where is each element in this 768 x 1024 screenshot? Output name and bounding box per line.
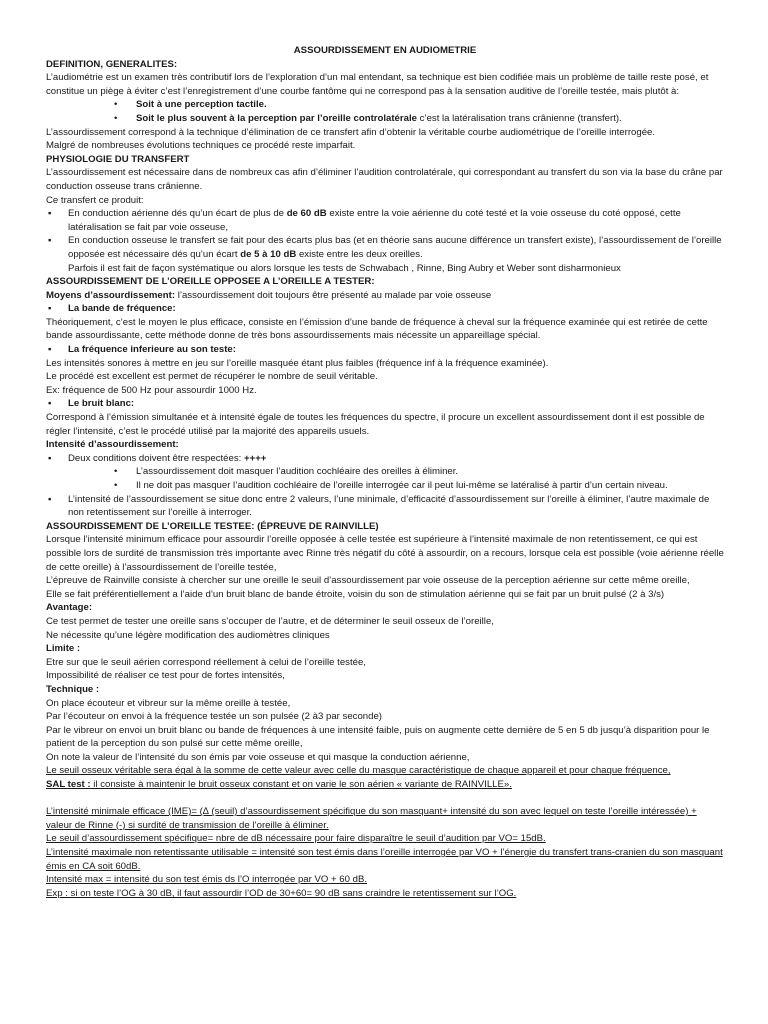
square-bullet-icon: ▪ xyxy=(48,493,52,505)
paragraph: Intensité max = intensité du son test émis ds l’O interrogée par VO + 60 dB. xyxy=(46,874,368,886)
moyens-label: Moyens d’assourdissement: xyxy=(46,289,176,301)
list-item-text: En conduction osseuse le transfert se fait pour des écarts plus bas (et en théorie sans aucune différence un transfert existe), l’assourdissement de l’oreille opposée est nécessaire dés qu’un écart xyxy=(68,235,722,260)
paragraph: Impossibilité de réaliser ce test pour de fortes intensités, xyxy=(46,670,285,682)
heading-rainville: ASSOURDISSEMENT DE L’OREILLE TESTEE: (ÉPREUVE DE RAINVILLE) xyxy=(46,520,379,532)
paragraph: Etre sur que le seuil aérien correspond réellement à celui de l’oreille testée, xyxy=(46,656,366,668)
paragraph: Les intensités sonores à mettre en jeu sur l’oreille masquée étant plus faibles (fréquence inf à la fréquence examinée). xyxy=(46,357,549,369)
paragraph: L’assourdissement correspond à la technique d’élimination de ce transfert afin d’obtenir la véritable courbe audiométrique de l’oreille interrogée. xyxy=(46,126,656,138)
spacer xyxy=(46,792,724,806)
list-item xyxy=(46,493,724,520)
heading-definition: DEFINITION, GENERALITES: xyxy=(46,58,178,70)
list-item-bold-text: de 5 à 10 dB xyxy=(240,248,297,260)
bullet-list xyxy=(46,343,724,357)
paragraph: Ce transfert ce produit: xyxy=(46,194,144,206)
list-item-text: Soit à une perception tactile. xyxy=(136,99,267,111)
list-item xyxy=(46,112,724,126)
paragraph: On note la valeur de l’intensité du son émis par voie osseuse et qui masque la conduction aérienne, xyxy=(46,751,470,763)
paragraph: Parfois il est fait de façon systématique ou alors lorsque les tests de Schwabach , Rinne, Bing Aubry et Weber sont disharmonieux xyxy=(68,262,621,274)
paragraph: Exp : si on teste l’OG à 30 dB, il faut assourdir l’OD de 30+60= 90 dB sans craindre le retentissement sur l’OG. xyxy=(46,887,517,899)
paragraph: L’assourdissement est nécessaire dans de nombreux cas afin d’éliminer l’audition controlatérale, qui correspondant au transfert du son via la base du crâne par conduction osseuse trans crânienne. xyxy=(46,167,723,192)
paragraph: Elle se fait préférentiellement a l’aide d’un bruit blanc de bande étroite, voisin du son de stimulation aérienne qui se fait par un bruit pulsé (2 à 3/s) xyxy=(46,588,665,600)
bullet-list xyxy=(46,452,724,520)
square-bullet-icon: ▪ xyxy=(48,208,52,220)
paragraph: Malgré de nombreuses évolutions techniques ce procédé reste imparfait. xyxy=(46,140,356,152)
paragraph: L’intensité minimale efficace (IME)= (∆ (seuil) d’assourdissement spécifique du son masquant+ intensité du son avec lequel on teste l’oreille intéressée) + valeur de Rinne (-) si surdité de transmission de l’oreille à éliminer. xyxy=(46,806,697,831)
list-item-text: Il ne doit pas masquer l’audition cochléaire de l’oreille interrogée car il peut lui-même se latéralisé à partir d’un certain niveau. xyxy=(136,480,668,491)
subheading: La bande de fréquence: xyxy=(68,303,176,315)
paragraph: Le procédé est excellent est permet de récupérer le nombre de seuil véritable. xyxy=(46,371,378,383)
subheading: Avantage: xyxy=(46,602,93,614)
list-item-bold-text: de 60 dB xyxy=(286,208,327,220)
subheading: Technique : xyxy=(46,683,100,695)
paragraph: L’épreuve de Rainville consiste à chercher sur une oreille le seuil d’assourdissement par voie osseuse de la perception aérienne sur cette même oreille, xyxy=(46,575,690,587)
square-bullet-icon: ▪ xyxy=(48,303,52,315)
heading-physiologie: PHYSIOLOGIE DU TRANSFERT xyxy=(46,153,190,165)
list-item-text: En conduction aérienne dés qu’un écart de plus de xyxy=(68,208,287,220)
paragraph: Ce test permet de tester une oreille sans s’occuper de l’autre, et de déterminer le seuil osseux de l’oreille, xyxy=(46,615,494,627)
bullet-list xyxy=(46,207,724,261)
heading-oreille-opposee: ASSOURDISSEMENT DE L’OREILLE OPPOSEE A L’OREILLE A TESTER: xyxy=(46,276,375,288)
list-item-text: existe entre la voie aérienne du coté testé et la voie osseuse du coté opposé, cette latéralisation se fait par voie osseuse, xyxy=(68,208,681,233)
moyens-text: l’assourdissement doit toujours être présenté au malade par voie osseuse xyxy=(175,289,492,301)
list-item xyxy=(46,397,724,411)
list-item xyxy=(46,452,724,466)
square-bullet-icon: ▪ xyxy=(48,344,52,356)
paragraph: On place écouteur et vibreur sur la même oreille à testée, xyxy=(46,697,291,709)
list-item xyxy=(46,207,724,234)
paragraph xyxy=(46,289,724,303)
paragraph: Ex: fréquence de 500 Hz pour assourdir 1000 Hz. xyxy=(46,384,257,396)
subheading: Le bruit blanc: xyxy=(68,398,135,410)
bullet-icon: • xyxy=(114,480,118,491)
paragraph: Correspond à l’émission simultanée et à intensité égale de toutes les fréquences du spectre, il procure un excellent assourdissement dont il est possible de régler l’intensité, c’est le procédé utilisé par la majorité des appareils usuels. xyxy=(46,412,705,437)
paragraph: L’intensité maximale non retentissante utilisable = intensité son test émis dans l’oreille interrogée par VO + l’énergie du transfert trans-cranien du son masquant émis en CA soit 60dB. xyxy=(46,847,723,872)
paragraph: Le seuil d’assourdissement spécifique= nbre de dB nécessaire pour faire disparaître le seuil d’audition par VO= 15dB. xyxy=(46,833,546,845)
bullet-icon: • xyxy=(114,466,118,478)
paragraph: Le seuil osseux véritable sera égal à la somme de cette valeur avec celle du masque caractéristique de chaque appareil et pour chaque fréquence, xyxy=(46,765,671,777)
subheading: La fréquence inferieure au son teste: xyxy=(68,344,236,356)
list-item xyxy=(46,302,724,316)
list-item xyxy=(46,479,724,493)
document-title: ASSOURDISSEMENT EN AUDIOMETRIE xyxy=(293,45,477,56)
list-item-text: L’intensité de l’assourdissement se situe donc entre 2 valeurs, l’une minimale, d’efficacité d’assourdissement sur l’oreille à éliminer, l’autre maximale de non retentissement sur l’oreille à interroger. xyxy=(68,493,710,519)
bullet-list xyxy=(46,397,724,411)
paragraph: Théoriquement, c’est le moyen le plus efficace, consiste en l’émission d’une bande de fréquence à cheval sur la fréquence examinée qui est retirée de cette bande assourdissante, cette méthode donne de très bons assourdissements mais nécessite un appareillage spécial. xyxy=(46,316,708,342)
bullet-list xyxy=(46,98,724,125)
bullet-list xyxy=(46,302,724,316)
subheading: Intensité d’assourdissement: xyxy=(46,439,179,451)
sal-text: il consiste à maintenir le bruit osseux constant et on varie le son aérien « variante de RAINVILLE». xyxy=(90,779,512,791)
bullet-icon: • xyxy=(114,112,118,124)
list-item xyxy=(46,234,724,261)
list-item-text: c’est la latéralisation trans crânienne (transfert). xyxy=(416,112,622,124)
list-item-bold-text: ++++ xyxy=(244,452,267,464)
sal-label: SAL test : xyxy=(46,779,91,791)
list-item-text: L’assourdissement doit masquer l’audition cochléaire des oreilles à éliminer. xyxy=(136,466,459,478)
square-bullet-icon: ▪ xyxy=(48,398,52,410)
paragraph: Par l’écouteur on envoi à la fréquence testée un son pulsée (2 à3 par seconde) xyxy=(46,711,383,723)
list-item-bold-text: Soit le plus souvent à la perception par l’oreille controlatérale xyxy=(136,112,417,124)
square-bullet-icon: ▪ xyxy=(48,235,52,247)
list-item-text: existe entre les deux oreilles. xyxy=(296,248,423,260)
paragraph: Par le vibreur on envoi un bruit blanc ou bande de fréquences à une intensité faible, puis on augmente cette dernière de 5 en 5 db jusqu’à disparition pour le patient de la perception du son pulsé sur cette même oreille, xyxy=(46,724,710,750)
subheading: Limite : xyxy=(46,643,81,655)
list-item xyxy=(46,98,724,112)
paragraph xyxy=(46,778,724,792)
list-item-text: Deux conditions doivent être respectées: xyxy=(68,452,244,464)
list-item xyxy=(46,465,724,479)
paragraph: Lorsque l’intensité minimum efficace pour assourdir l’oreille opposée à celle testée est supérieure à l’intensité maximale de non retentissement, ce qui est possible lors de surdité de transmission très importante avec Rinne très négatif du côté à assourdir, on a recours, lorsque cela est possible (voie aérienne réelle de cette oreille) à l’assourdissement de l’oreille testée, xyxy=(46,534,724,573)
square-bullet-icon: ▪ xyxy=(48,452,52,464)
bullet-icon: • xyxy=(114,99,118,111)
list-item xyxy=(46,343,724,357)
paragraph: Ne nécessite qu’une légère modification des audiomètres cliniques xyxy=(46,629,330,641)
paragraph: L’audiométrie est un examen très contributif lors de l’exploration d’un mal entendant, sa technique est bien codifiée mais un problème de taille reste posé, et constitue un piège à éviter c’est l’enregistrement d’une courbe fantôme qui ne correspond pas à la sensation auditive de l’oreille testée, mais plutôt à: xyxy=(46,72,709,97)
